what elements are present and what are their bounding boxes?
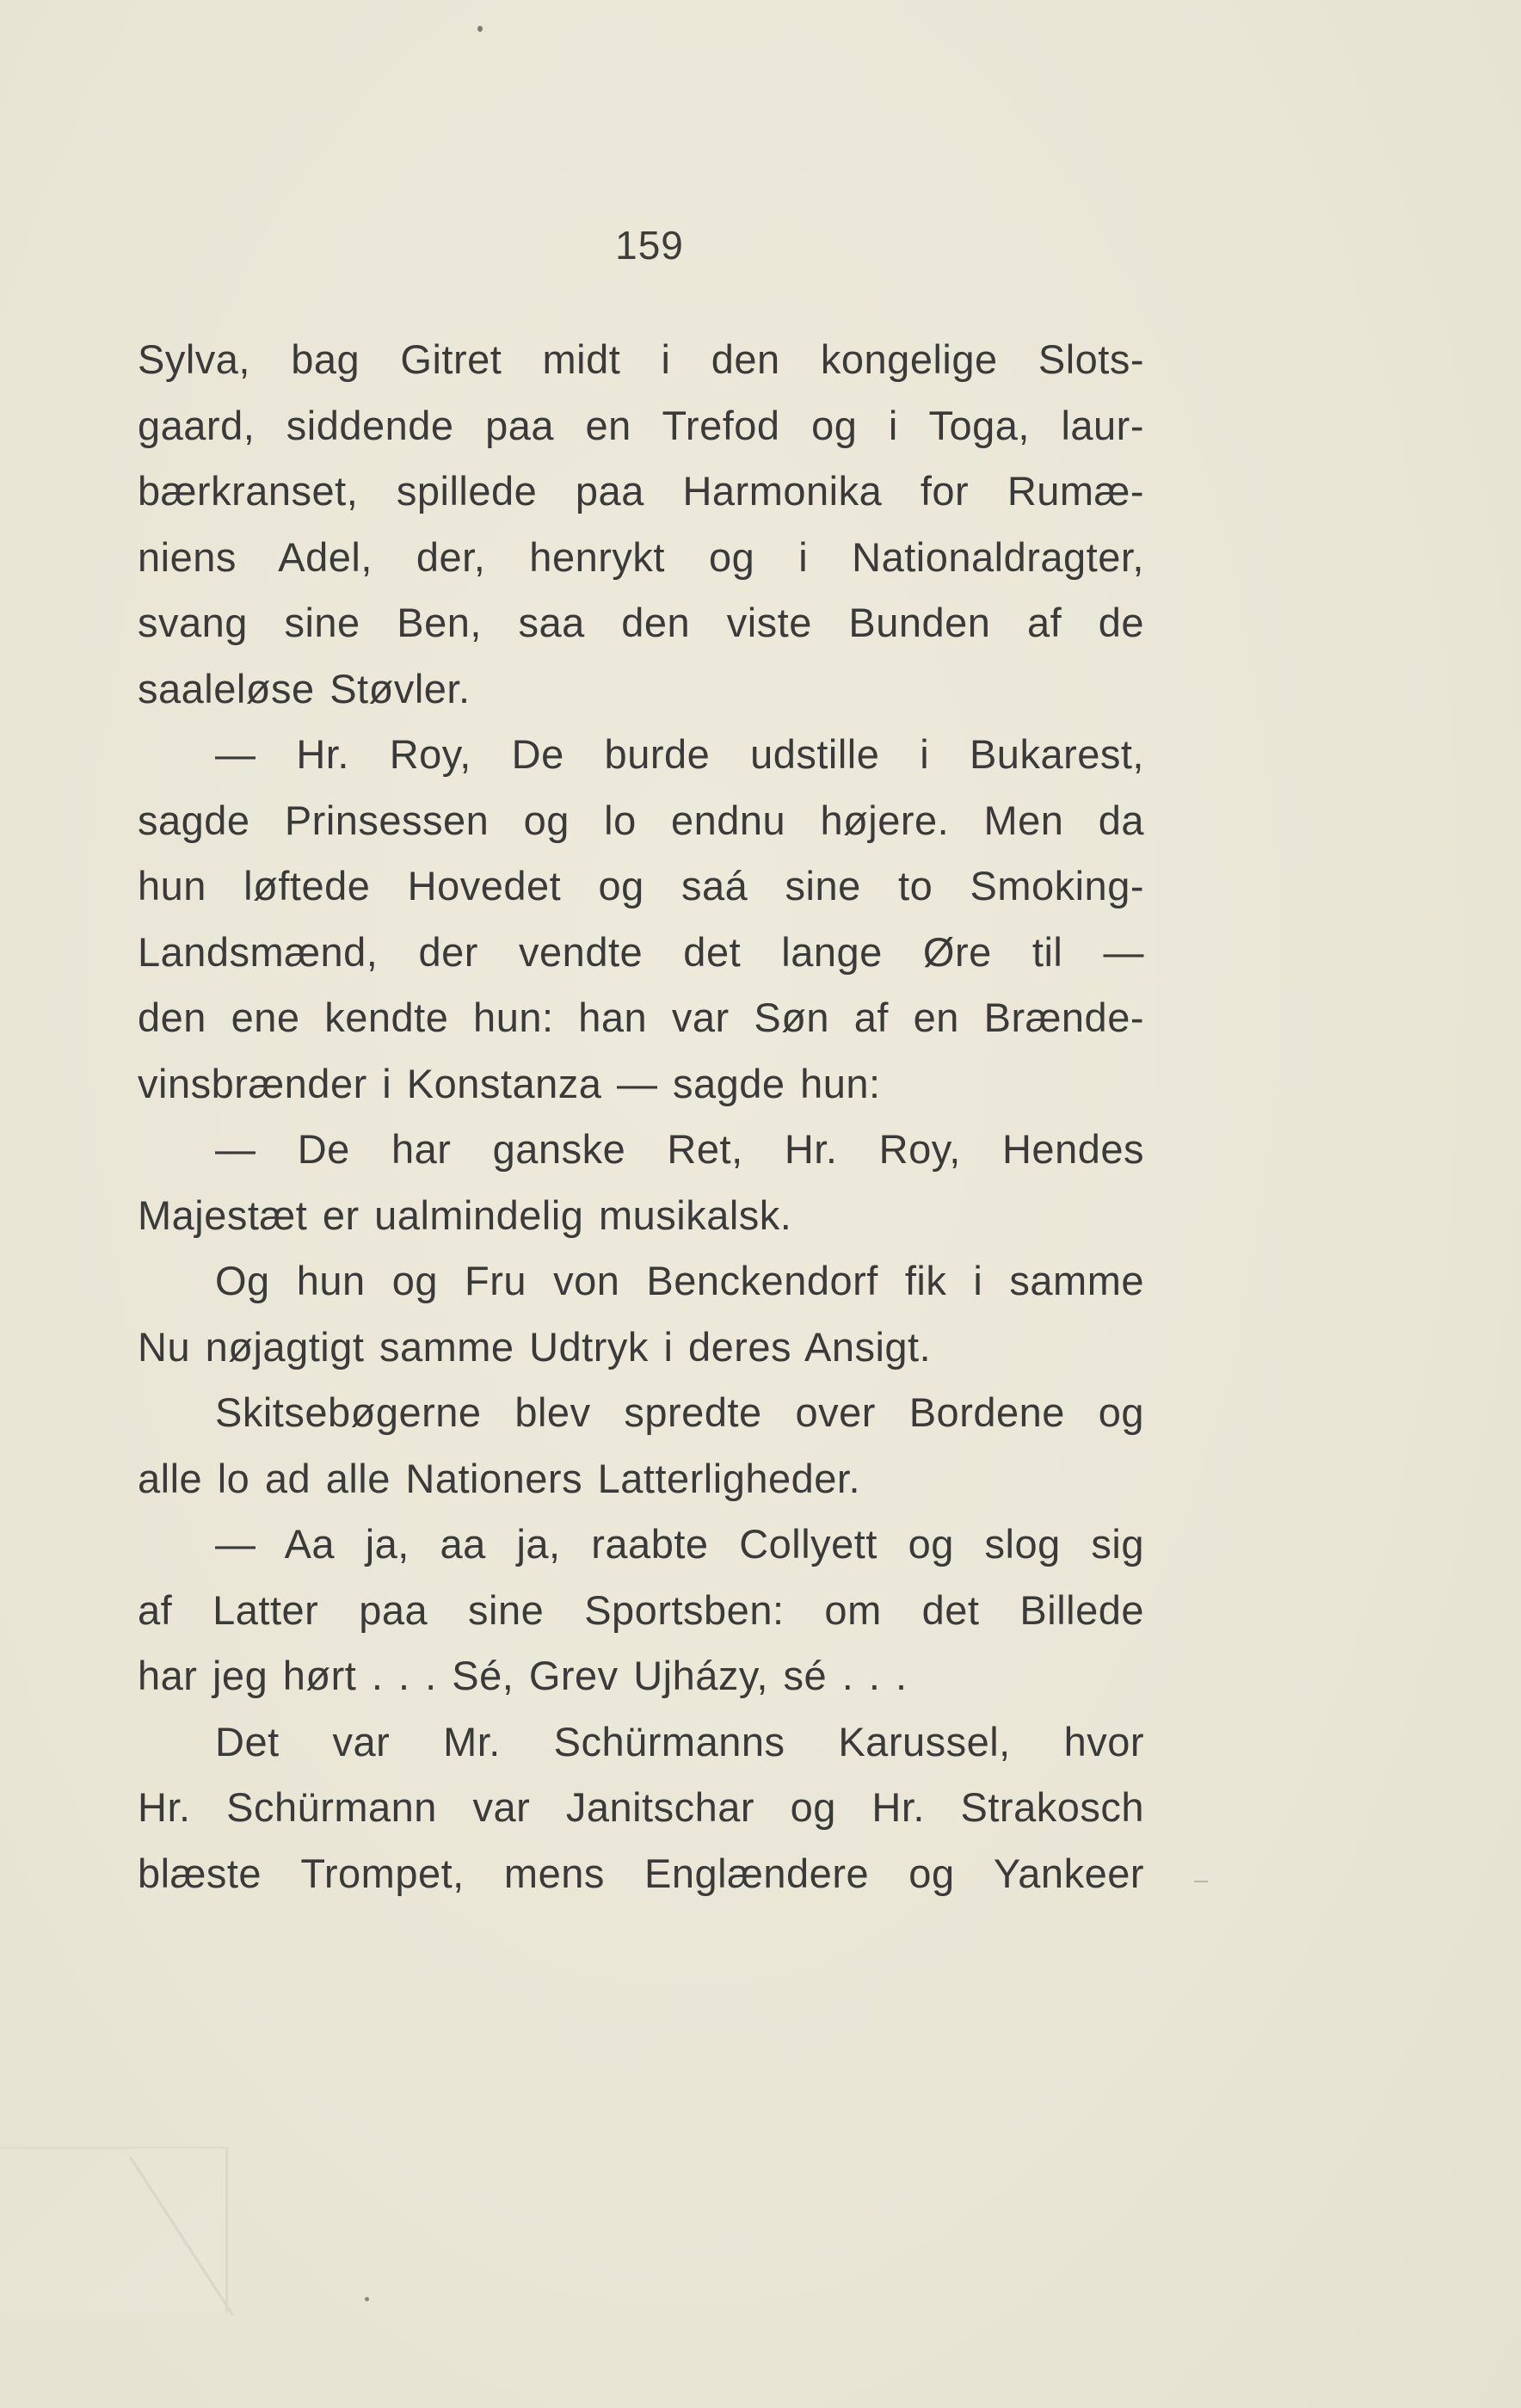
text-line: — Aa ja, aa ja, raabte Collyett og slog sig <box>215 1521 1144 1567</box>
text-line: vinsbrænder i Konstanza — sagde hun: <box>138 1060 881 1106</box>
text-line: blæste Trompet, mens Englændere og Yankeer <box>138 1850 1144 1896</box>
text-line: gaard, siddende paa en Trefod og i Toga, laur- <box>138 402 1144 448</box>
body-text <box>138 327 1144 1906</box>
text-line: Skitsebøgerne blev spredte over Bordene og <box>215 1389 1144 1435</box>
text-line: Hr. Schürmann var Janitschar og Hr. Strakosch <box>138 1784 1144 1830</box>
text-line: Majestæt er ualmindelig musikalsk. <box>138 1192 792 1238</box>
text-line: sagde Prinsessen og lo endnu højere. Men da <box>138 797 1144 843</box>
page-number: 159 <box>615 223 684 268</box>
margin-mark <box>1194 1881 1208 1882</box>
text-line: den ene kendte hun: han var Søn af en Brænde- <box>138 995 1144 1040</box>
text-line: hun løftede Hovedet og saá sine to Smoking- <box>138 863 1144 908</box>
page-corner-mark <box>0 2146 228 2313</box>
speck-mark <box>365 2297 369 2301</box>
text-line: niens Adel, der, henrykt og i Nationaldragter, <box>138 533 1144 580</box>
text-line: — Hr. Roy, De burde udstille i Bukarest, <box>215 731 1144 777</box>
text-line: alle lo ad alle Nationers Latterligheder. <box>138 1455 861 1501</box>
speck-mark <box>477 26 483 32</box>
corner-slash-mark <box>129 2156 234 2316</box>
text-line: Nu nøjagtigt samme Udtryk i deres Ansigt. <box>138 1323 932 1370</box>
text-line: svang sine Ben, saa den viste Bunden af de <box>138 600 1144 645</box>
text-line: af Latter paa sine Sportsben: om det Billede <box>138 1586 1144 1633</box>
text-line: — De har ganske Ret, Hr. Roy, Hendes <box>215 1126 1144 1172</box>
text-line: saaleløse Støvler. <box>138 665 471 711</box>
text-line: har jeg hørt . . . Sé, Grev Ujházy, sé . . . <box>138 1653 908 1698</box>
text-line: Og hun og Fru von Benckendorf fik i samme <box>215 1258 1144 1303</box>
text-line: Det var Mr. Schürmanns Karussel, hvor <box>215 1718 1144 1764</box>
text-line: Landsmænd, der vendte det lange Øre til — <box>138 928 1144 975</box>
text-line: bærkranset, spillede paa Harmonika for Rumæ- <box>138 468 1144 514</box>
text-line: Sylva, bag Gitret midt i den kongelige Slots- <box>138 336 1144 382</box>
